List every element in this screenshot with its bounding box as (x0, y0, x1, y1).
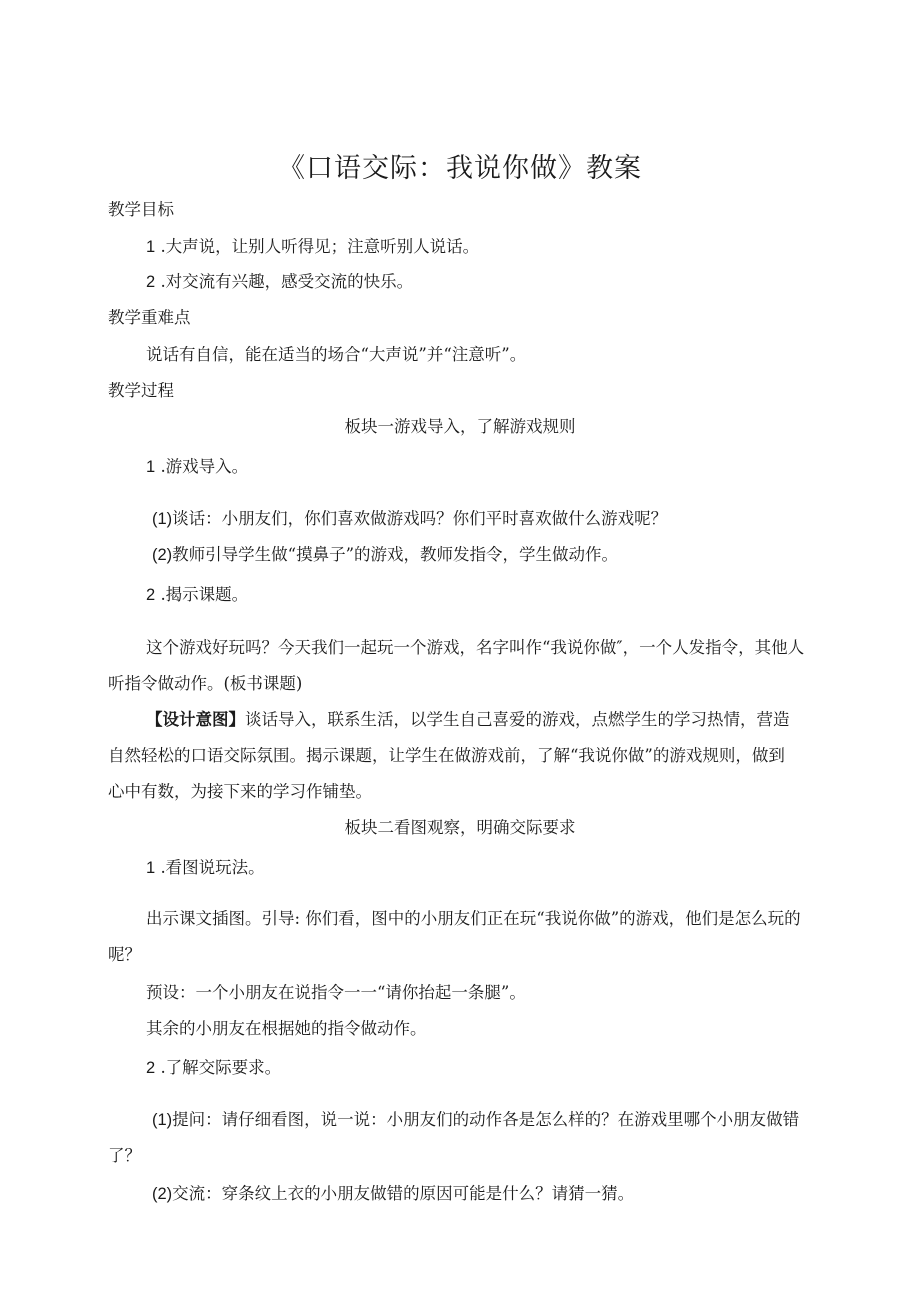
paragraph: 说话有自信，能在适当的场合“大声说”并“注意听”。 (146, 345, 527, 364)
list-item (146, 271, 413, 293)
item-number: 1 (146, 238, 156, 256)
sub-text: 教师引导学生做“摸鼻子”的游戏，教师发指令，学生做动作。 (172, 545, 619, 564)
list-item (152, 544, 618, 566)
list-item (146, 857, 265, 879)
paragraph-line (146, 709, 790, 731)
item-text: .对交流有兴趣，感受交流的快乐。 (160, 272, 414, 291)
step-text: .揭示课题。 (160, 585, 249, 604)
block-title: 板块一游戏导入，了解游戏规则 (344, 417, 576, 436)
list-item (146, 1057, 281, 1079)
sub-text: 谈话：小朋友们，你们喜欢做游戏吗？你们平时喜欢做什么游戏呢？ (172, 509, 668, 528)
section-heading-key-points: 教学重难点 (108, 308, 191, 327)
sub-text: 提问：请仔细看图，说一说：小朋友们的动作各是怎么样的？在游戏里哪个小朋友做错 (172, 1110, 800, 1129)
paragraph-line: 自然轻松的口语交际氛围。揭示课题，让学生在做游戏前，了解“我说你做”的游戏规则，做到 (108, 746, 785, 765)
item-text: .大声说，让别人听得见；注意听别人说话。 (160, 237, 480, 256)
step-number: 2 (146, 586, 156, 604)
list-item (146, 584, 248, 606)
paragraph-line: 出示课文插图。引导: 你们看，图中的小朋友们正在玩“我说你做”的游戏，他们是怎么玩的 (146, 909, 801, 928)
list-item (152, 508, 667, 530)
paragraph-line: 预设：一个小朋友在说指令一一“请你抬起一条腿”。 (146, 983, 526, 1002)
paragraph-line: 呢？ (108, 945, 141, 964)
section-heading-objectives: 教学目标 (108, 200, 174, 219)
step-number: 1 (146, 859, 156, 877)
sub-number: (1) (152, 510, 173, 528)
sub-number: (1) (152, 1111, 173, 1129)
list-item (152, 1109, 799, 1131)
list-item (146, 456, 248, 478)
paragraph-line: 了？ (108, 1146, 141, 1165)
item-number: 2 (146, 273, 156, 291)
list-item (152, 1183, 634, 1205)
paragraph-line: 听指令做动作。(板书课题) (108, 674, 303, 693)
sub-number: (2) (152, 546, 173, 564)
paragraph-line: 这个游戏好玩吗？今天我们一起玩一个游戏，名字叫作“我说你做″，一个人发指令，其他人 (146, 638, 805, 657)
sub-text: 交流：穿条纹上衣的小朋友做错的原因可能是什么？请猜一猜。 (172, 1184, 635, 1203)
step-text: .游戏导入。 (160, 457, 249, 476)
design-intent-label: 【设计意图】 (146, 710, 245, 729)
step-number: 1 (146, 458, 156, 476)
step-number: 2 (146, 1059, 156, 1077)
block-title: 板块二看图观察，明确交际要求 (344, 818, 576, 837)
paragraph-line: 心中有数，为接下来的学习作铺垫。 (108, 782, 372, 801)
sub-number: (2) (152, 1185, 173, 1203)
step-text: .看图说玩法。 (160, 858, 265, 877)
step-text: .了解交际要求。 (160, 1058, 282, 1077)
section-heading-process: 教学过程 (108, 381, 174, 400)
list-item (146, 236, 479, 258)
design-intent-text: 谈话导入，联系生活，以学生自己喜爱的游戏，点燃学生的学习热情，营造 (245, 710, 790, 729)
paragraph-line: 其余的小朋友在根据她的指令做动作。 (146, 1019, 427, 1038)
page-title: 《口语交际：我说你做》教案 (278, 153, 642, 184)
